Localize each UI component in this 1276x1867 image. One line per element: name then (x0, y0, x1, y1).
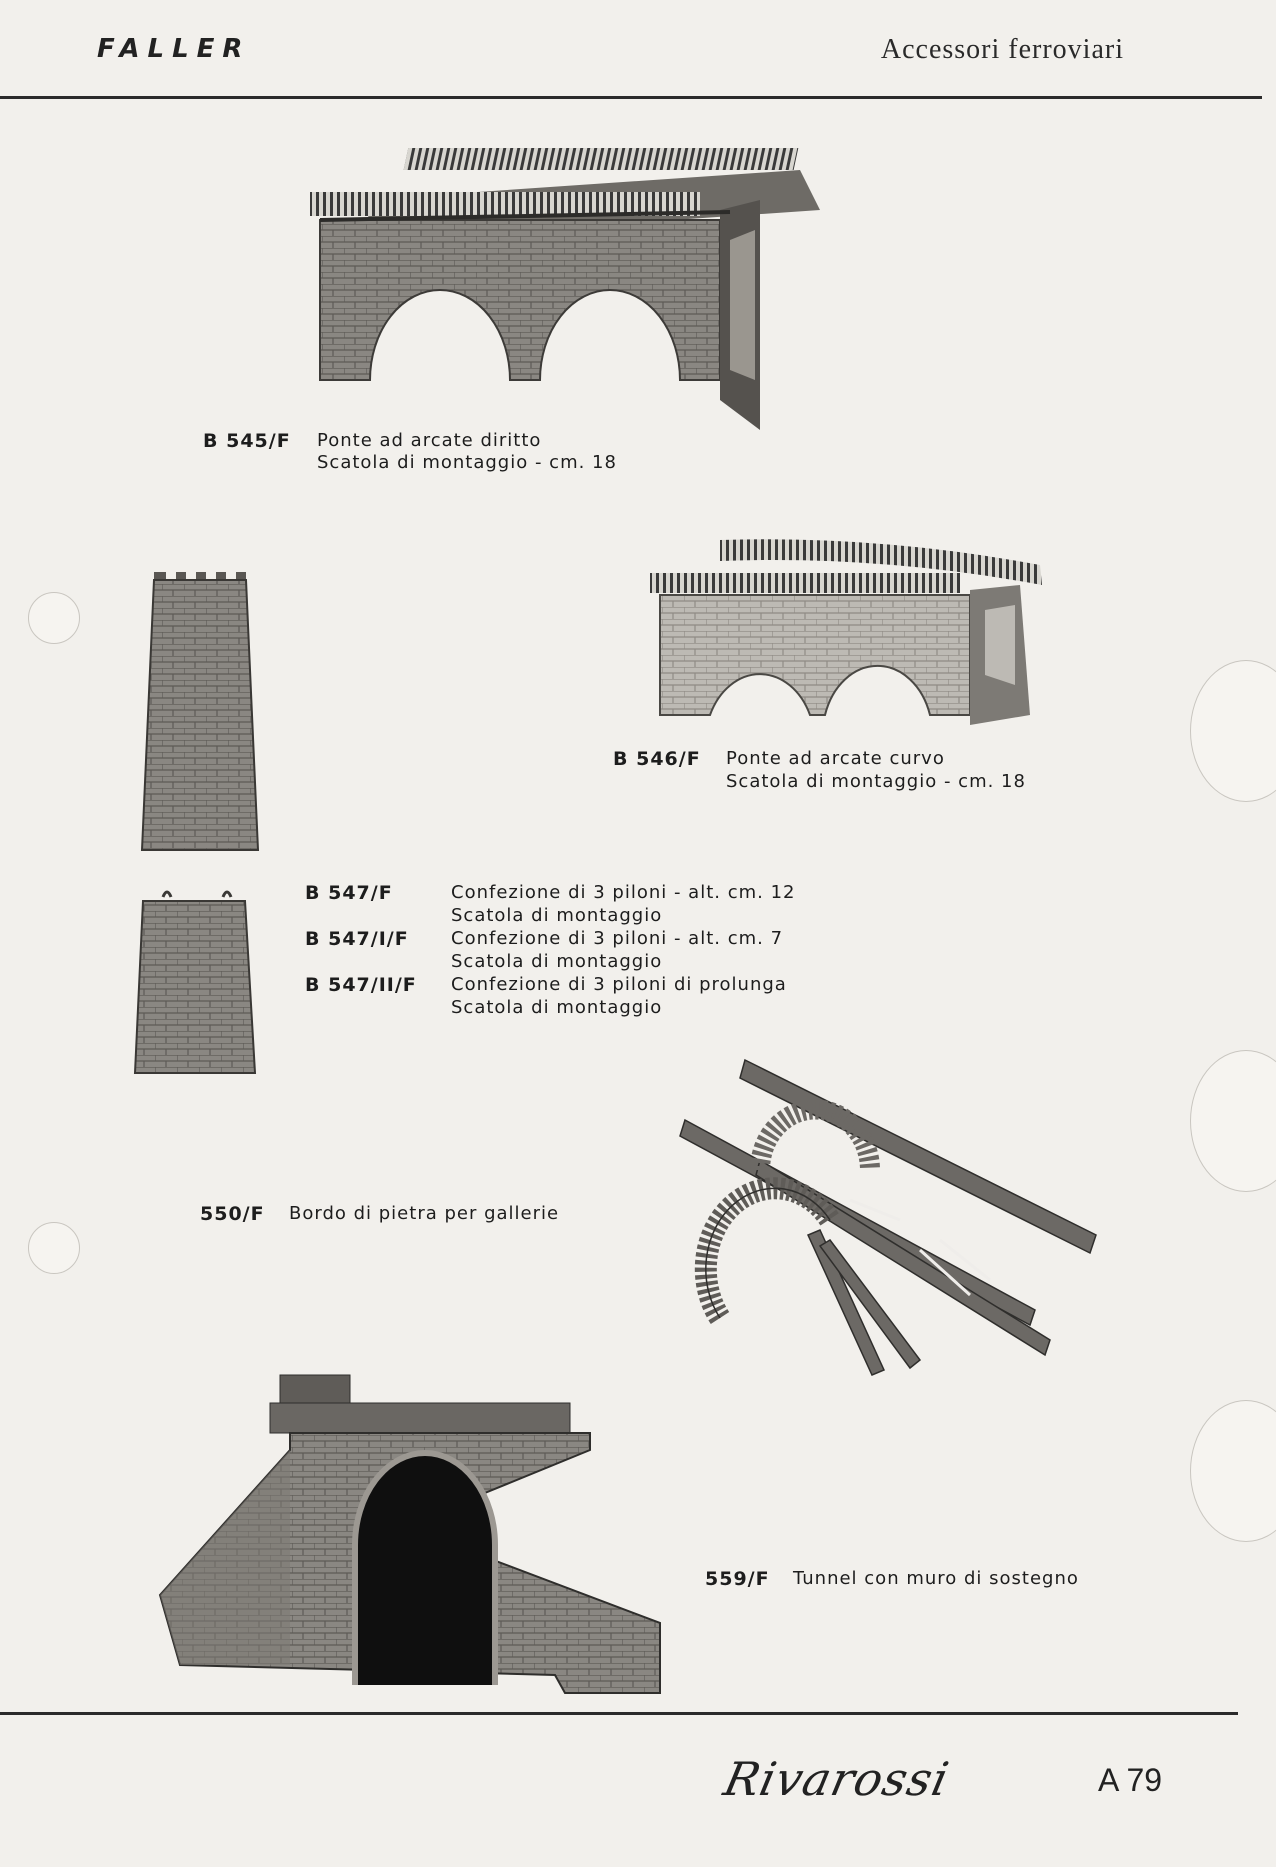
binder-hole (28, 592, 80, 644)
product-desc-line: Ponte ad arcate diritto (317, 430, 542, 451)
tall-pylon-image (140, 572, 260, 852)
product-desc-line: Bordo di pietra per gallerie (289, 1203, 560, 1224)
product-desc-line: Confezione di 3 piloni - alt. cm. 12 (451, 882, 796, 903)
product-code: B 547/F (305, 882, 393, 904)
curved-arch-bridge-image (640, 535, 1060, 735)
tunnel-with-retaining-wall-image (160, 1375, 680, 1695)
product-desc-line: Confezione di 3 piloni - alt. cm. 7 (451, 928, 784, 949)
product-desc-line: Tunnel con muro di sostegno (793, 1568, 1079, 1589)
short-pylon-image (133, 887, 258, 1075)
product-desc-line: Scatola di montaggio - cm. 18 (726, 771, 1026, 792)
product-code: 550/F (200, 1203, 265, 1225)
straight-arch-bridge-image (300, 140, 860, 440)
product-code: B 547/I/F (305, 928, 409, 950)
product-desc-line: Ponte ad arcate curvo (726, 748, 945, 769)
binder-hole (1190, 1400, 1276, 1542)
brand-title: FALLER (97, 34, 251, 64)
binder-hole (28, 1222, 80, 1274)
product-desc-line: Scatola di montaggio - cm. 18 (317, 452, 617, 473)
product-code: B 547/II/F (305, 974, 417, 996)
section-title: Accessori ferroviari (880, 34, 1124, 65)
product-desc-line: Scatola di montaggio (451, 905, 663, 926)
product-code: B 546/F (613, 748, 701, 770)
product-desc-line: Confezione di 3 piloni di prolunga (451, 974, 787, 995)
product-desc-line: Scatola di montaggio (451, 997, 663, 1018)
header-rule (0, 96, 1262, 99)
stone-border-pieces-image (620, 1050, 1100, 1380)
product-code: B 545/F (203, 430, 291, 452)
binder-hole (1190, 660, 1276, 802)
rivarossi-logo: Rivarossi (719, 1752, 955, 1806)
product-desc-line: Scatola di montaggio (451, 951, 663, 972)
binder-hole (1190, 1050, 1276, 1192)
product-code: 559/F (705, 1568, 770, 1590)
page-number: A 79 (1098, 1762, 1163, 1798)
footer-rule (0, 1712, 1238, 1715)
